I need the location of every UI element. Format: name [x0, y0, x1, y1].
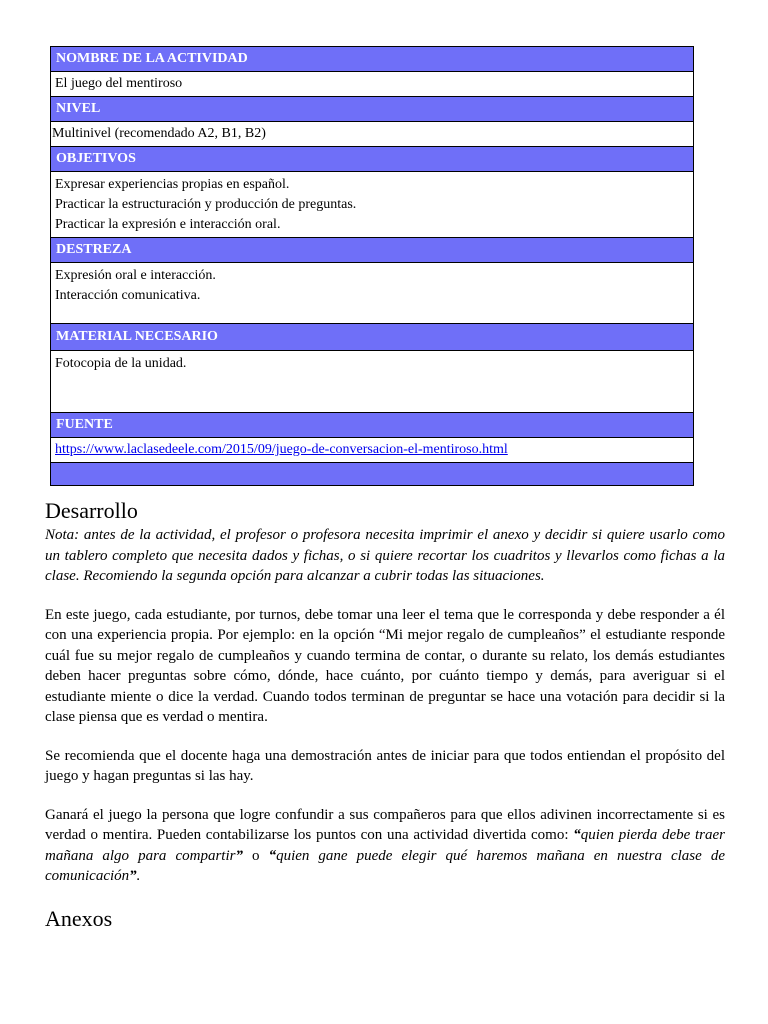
quote-close-mark: ” [129, 868, 137, 884]
level-header: NIVEL [51, 97, 694, 122]
objectives-header: OBJETIVOS [51, 147, 694, 172]
winner-paragraph [45, 805, 725, 887]
material-cell [51, 351, 694, 413]
main-content [45, 497, 725, 933]
objectives-cell [51, 172, 694, 238]
source-link[interactable]: https://www.laclasedeele.com/2015/09/juego-de-conversacion-el-mentiroso.html [55, 442, 508, 457]
source-cell [51, 438, 694, 463]
annexes-title: Anexos [45, 905, 113, 931]
source-header: FUENTE [51, 413, 694, 438]
development-title: Desarrollo [45, 498, 138, 523]
activity-name-header: NOMBRE DE LA ACTIVIDAD [51, 47, 694, 72]
level-value: Multinivel (recomendado A2, B1, B2) [51, 122, 694, 147]
activity-name-value: El juego del mentiroso [51, 72, 694, 97]
loser-quote: quien pierda debe traer mañana algo para compartir [45, 827, 725, 864]
skill-item: Expresión oral e interacción. [55, 268, 216, 283]
material-header: MATERIAL NECESARIO [51, 324, 694, 351]
activity-info-table [50, 46, 694, 486]
teacher-note: Nota: antes de la actividad, el profesor o profesora necesita imprimir el anexo y decidir si quiere usarlo como un tablero completo que necesita dados y fichas, o si quiere recortar los cuadritos y llevarlos como fichas a la clase. Recomiendo la segunda opción para alcanzar a cubrir todas las situaciones. [45, 527, 725, 584]
quote-close-mark: ” [235, 847, 243, 864]
recommendation-paragraph: Se recomienda que el docente haga una demostración antes de iniciar para que todos entiendan el propósito del juego y hagan preguntas si las hay. [45, 747, 725, 784]
quote-open-mark: “ [268, 847, 277, 864]
game-explanation-paragraph: En este juego, cada estudiante, por turnos, debe tomar una leer el tema que le corresponda y debe responder a él con una experiencia propia. Por ejemplo: en la opción “Mi mejor regalo de cumpleaños” el estudiante responde cuál fue su mejor regalo de cumpleaños y cuando termina de contar, o durante su relato, los demás estudiantes deben hacer preguntas sobre cómo, dónde, hace cuánto, por cuánto tiempo y demás, para averiguar si el estudiante miente o dice la verdad. Cuando todos terminan de preguntar se hace una votación para decidir si la clase piensa que es verdad o mentira. [45, 606, 725, 725]
skill-header: DESTREZA [51, 238, 694, 263]
table-footer-bar [51, 463, 694, 486]
material-item: Fotocopia de la unidad. [55, 356, 187, 371]
quote-open-mark: “ [573, 827, 581, 843]
objective-item: Practicar la estructuración y producción de preguntas. [55, 197, 357, 212]
closing-period: . [136, 868, 141, 884]
skill-item: Interacción comunicativa. [55, 288, 201, 303]
skill-cell [51, 263, 694, 324]
winner-text: Ganará el juego la persona que logre confundir a sus compañeros para que ellos adivinen incorrectamente si es verdad o mentira. Pueden contabilizarse los puntos con una actividad divertida como: [45, 806, 725, 843]
connector-text: o [242, 847, 269, 864]
objective-item: Practicar la expresión e interacción oral. [55, 217, 281, 232]
winner-quote: quien gane puede elegir qué haremos mañana en nuestra clase de comunicación [45, 847, 725, 884]
objective-item: Expresar experiencias propias en español. [55, 177, 290, 192]
